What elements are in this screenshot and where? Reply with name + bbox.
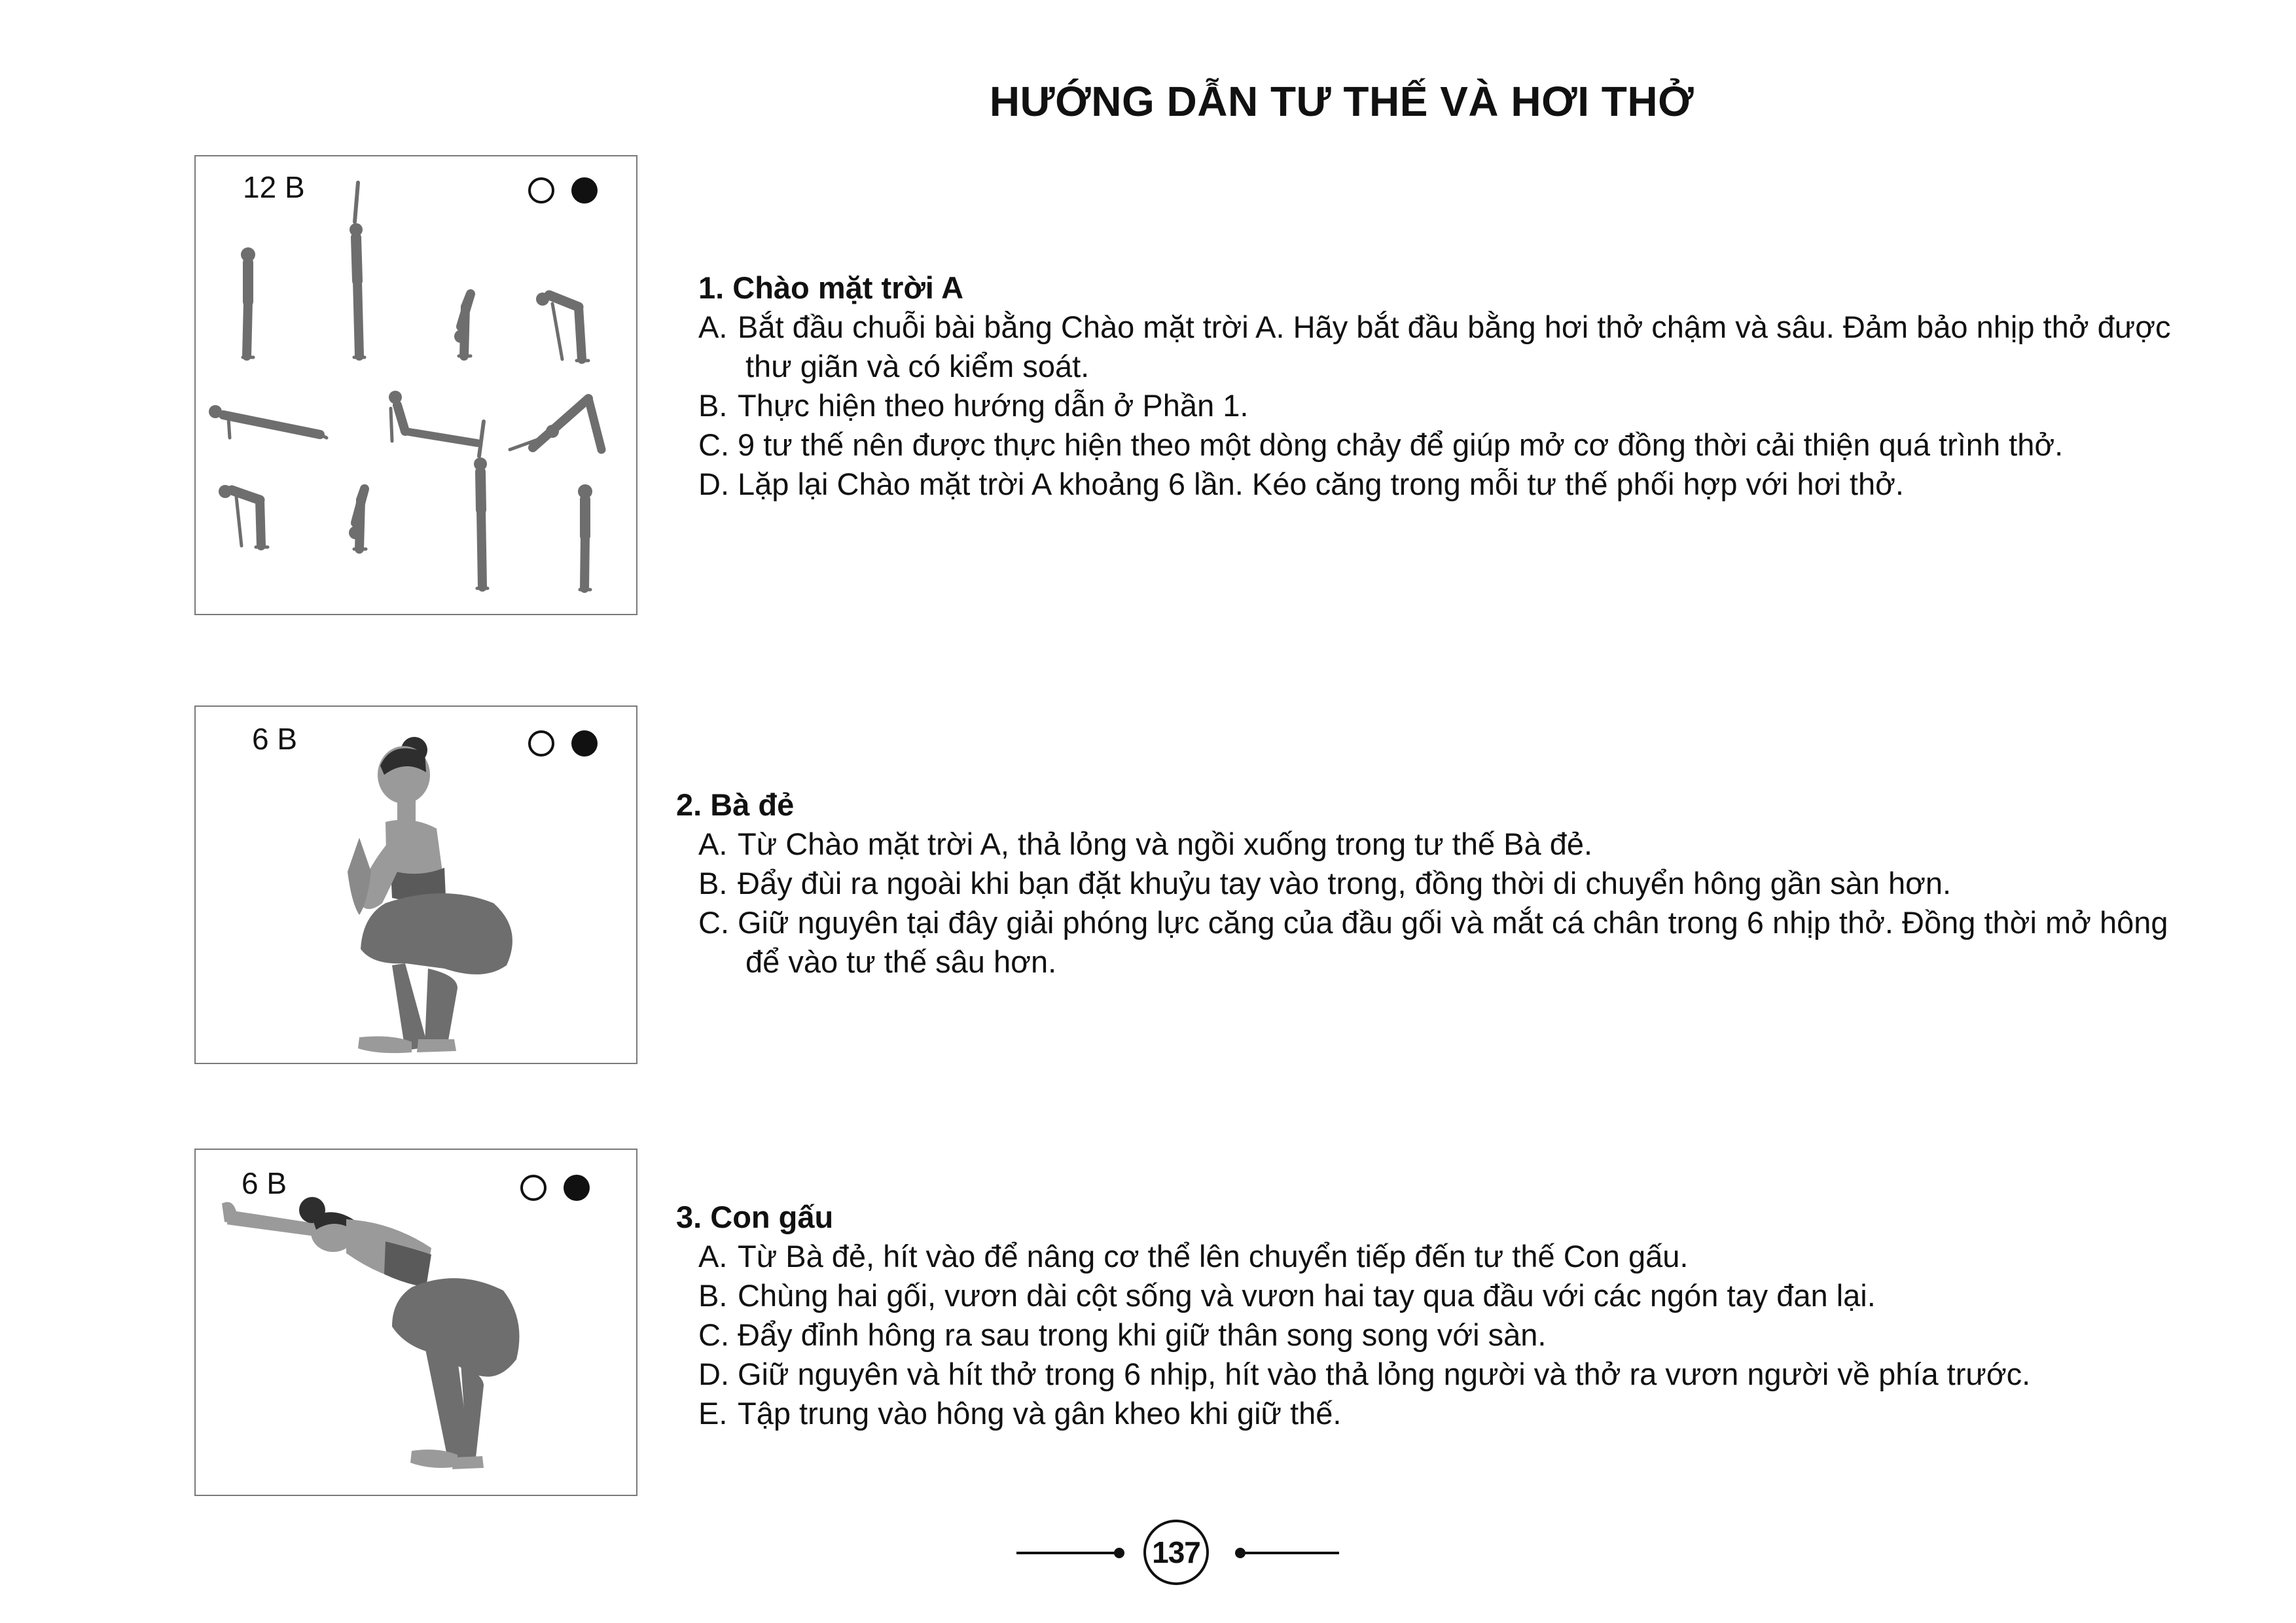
breath-count-label: 6 B xyxy=(242,1166,287,1200)
sun-salutation-sequence-illustration xyxy=(196,156,636,614)
step-item: C. Đẩy đỉnh hông ra sau trong khi giữ thân song song với sàn. xyxy=(698,1317,1547,1352)
pose-half-lift xyxy=(536,293,588,361)
step-item: E. Tập trung vào hông và gân kheo khi giữ thế. xyxy=(698,1396,1342,1431)
breath-count-label: 12 B xyxy=(243,170,305,204)
section-sun-salutation xyxy=(698,268,2217,504)
pose-box-garland xyxy=(194,705,637,1064)
step-item: A. Từ Chào mặt trời A, thả lỏng và ngồi xuống trong tư thế Bà đẻ. xyxy=(698,827,1593,861)
step-item: D. Lặp lại Chào mặt trời A khoảng 6 lần. Kéo căng trong mỗi tư thế phối hợp với hơi thở. xyxy=(698,467,1904,501)
pose-upward-dog xyxy=(389,391,477,443)
section-heading: 1. Chào mặt trời A xyxy=(698,270,964,305)
step-item: B. Thực hiện theo hướng dẫn ở Phần 1. xyxy=(698,388,1249,423)
garland-pose-illustration xyxy=(196,707,636,1063)
bear-pose-illustration xyxy=(196,1150,636,1495)
pose-forward-fold xyxy=(454,294,471,356)
section-garland-pose xyxy=(676,785,2195,982)
step-item: B. Chùng hai gối, vươn dài cột sống và vươn hai tay qua đầu với các ngón tay đan lại. xyxy=(698,1278,1876,1313)
step-item: A. Bắt đầu chuỗi bài bằng Chào mặt trời A. Hãy bắt đầu bằng hơi thở chậm và sâu. Đảm bảo nhịp thở được thư giãn và có kiểm soát. xyxy=(698,310,2171,383)
section-heading: 3. Con gấu xyxy=(676,1200,834,1234)
pose-forward-fold-return xyxy=(349,489,366,549)
page-title: HƯỚNG DẪN TƯ THẾ VÀ HƠI THỞ xyxy=(989,78,1695,125)
step-item: B. Đẩy đùi ra ngoài khi bạn đặt khuỷu tay vào trong, đồng thời di chuyển hông gần sàn hơn. xyxy=(698,866,1952,901)
pose-mountain-return xyxy=(578,484,592,590)
footer-rule-left xyxy=(1016,1552,1118,1554)
pose-box-bear xyxy=(194,1149,637,1496)
page-number: 137 xyxy=(1143,1520,1209,1585)
pose-plank xyxy=(209,405,327,438)
pose-upward-salute xyxy=(350,183,365,357)
pose-half-lift-return xyxy=(219,485,268,547)
pose-mountain xyxy=(241,247,255,357)
step-item: C. 9 tư thế nên được thực hiện theo một dòng chảy để giúp mở cơ đồng thời cải thiện quá trình thở. xyxy=(698,427,2064,462)
breath-count-label: 6 B xyxy=(252,722,298,756)
pose-box-sun-salutation xyxy=(194,155,637,615)
section-bear-pose xyxy=(676,1198,2195,1433)
step-item: A. Từ Bà đẻ, hít vào để nâng cơ thể lên chuyển tiếp đến tư thế Con gấu. xyxy=(698,1239,1689,1274)
step-item: D. Giữ nguyên và hít thở trong 6 nhịp, hít vào thả lỏng người và thở ra vươn người về phía trước. xyxy=(698,1357,2031,1391)
pose-downward-dog xyxy=(510,399,601,450)
footer-dot-left xyxy=(1114,1548,1124,1558)
section-heading: 2. Bà đẻ xyxy=(676,787,795,822)
step-item: C. Giữ nguyên tại đây giải phóng lực căng của đầu gối và mắt cá chân trong 6 nhịp thở. Đồng thời mở hông để vào tư thế sâu hơn. xyxy=(698,905,2168,979)
footer-rule-right xyxy=(1241,1552,1339,1554)
